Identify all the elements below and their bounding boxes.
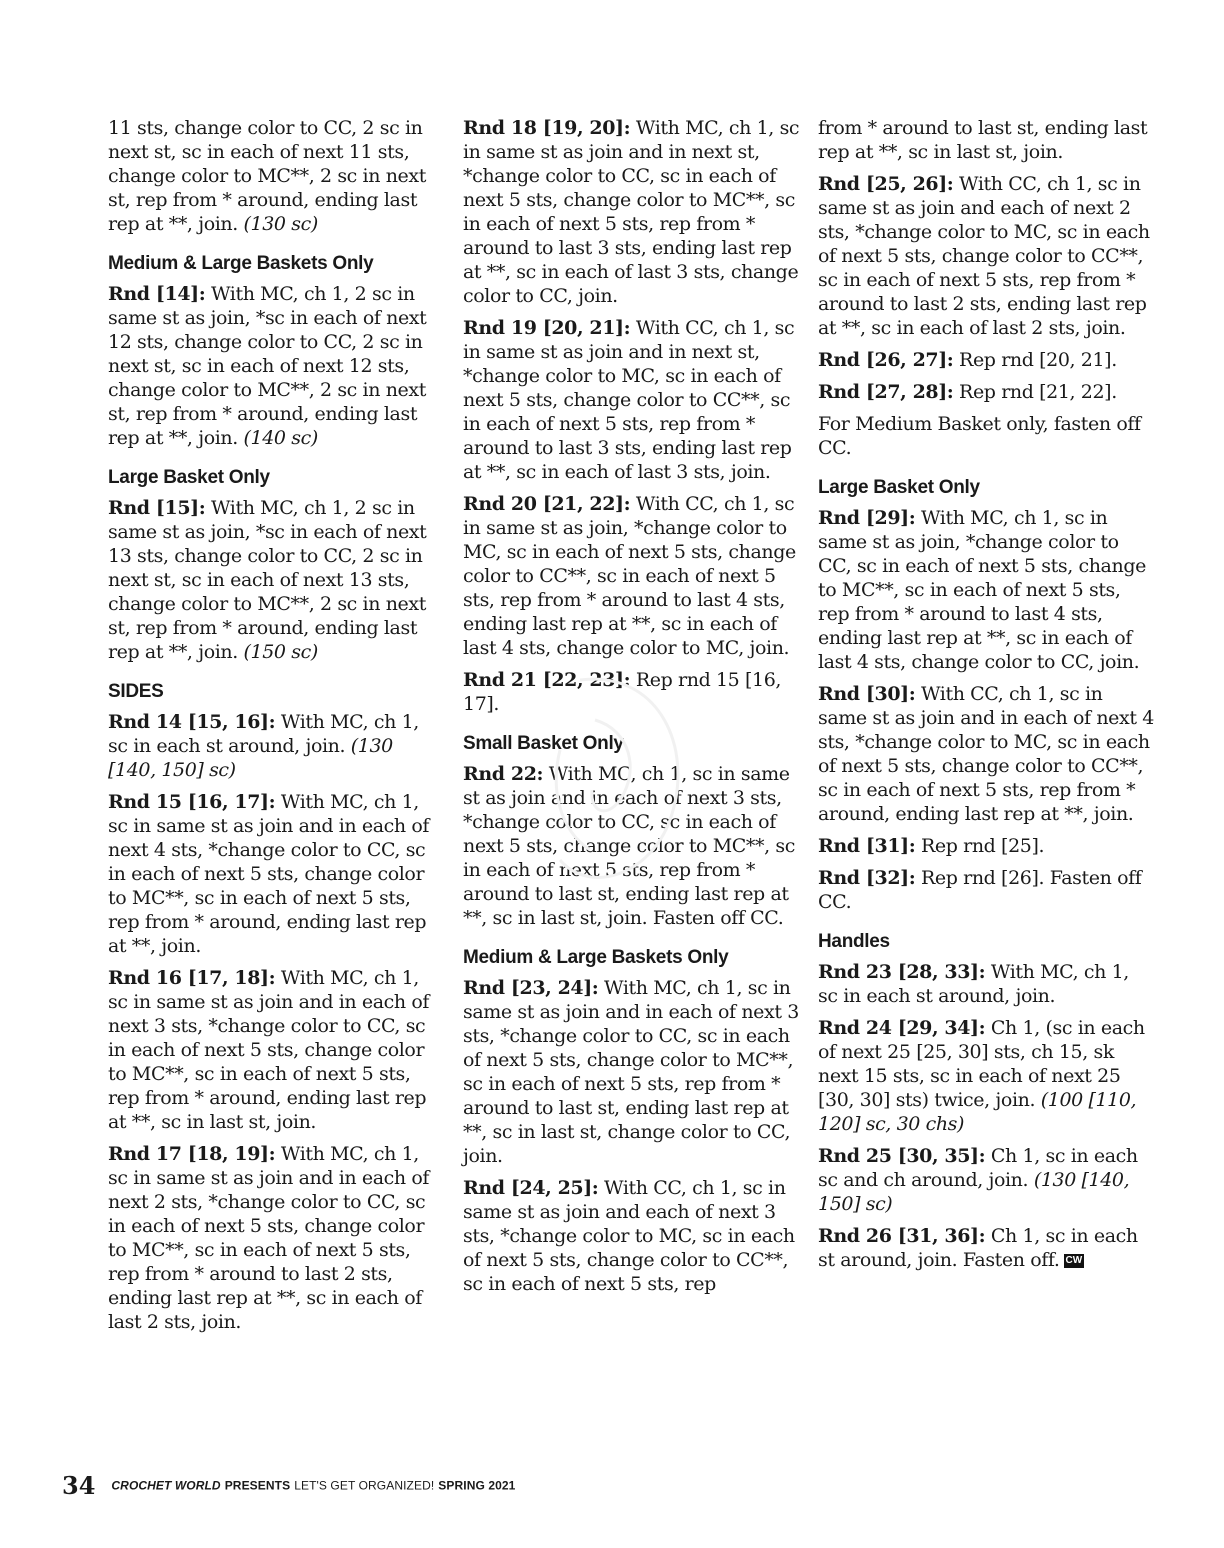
instruction-paragraph [818,116,1154,164]
instruction-paragraph [108,966,444,1134]
instruction-paragraph [818,1224,1154,1272]
round-label: Rnd [15]: [108,497,206,519]
stitch-count: (140 sc) [243,427,318,449]
instruction-paragraph [108,116,444,236]
instruction-text: With MC, ch 1, sc in each st around, join. [818,961,1129,1007]
instruction-text: With CC, ch 1, sc in same st as join, *change color to MC, sc in each of next 5 sts, change color to CC**, sc in each of next 5 sts, rep from * around to last 4 sts, ending last rep at **, sc in each of last 4 sts, change color to MC, join. [463,493,796,659]
instruction-paragraph [108,282,444,450]
instruction-text: Rep rnd [26]. Fasten off CC. [818,867,1142,913]
round-label: Rnd 23 [28, 33]: [818,961,986,983]
instruction-text: With CC, ch 1, sc in same st as join and each of next 3 sts, *change color to MC, sc in each of next 5 sts, change color to CC**, sc in each of next 5 sts, rep [463,1177,795,1295]
instruction-paragraph [818,960,1154,1008]
instruction-paragraph [818,380,1154,404]
instruction-paragraph [818,1016,1154,1136]
instruction-text: Rep rnd [25]. [915,835,1045,857]
round-label: Rnd [27, 28]: [818,381,954,403]
instruction-paragraph [463,976,801,1168]
instruction-text: With MC, ch 1, 2 sc in same st as join, *sc in each of next 12 sts, change color to CC, 2 sc in next st, sc in each of next 12 sts, change color to MC**, 2 sc in next st, rep from * around, ending last rep at **, join. [108,283,427,449]
instruction-text: from * around to last st, ending last rep at **, sc in last st, join. [818,117,1148,163]
round-label: Rnd [24, 25]: [463,1177,599,1199]
instruction-paragraph [818,1144,1154,1216]
instruction-text: With CC, ch 1, sc in same st as join and each of next 2 sts, *change color to MC, sc in each of next 5 sts, change color to CC**, sc in each of next 5 sts, rep from * around to last 2 sts, ending last rep at **, sc in each of last 2 sts, join. [818,173,1150,339]
instruction-paragraph [818,348,1154,372]
round-label: Rnd [25, 26]: [818,173,954,195]
instruction-text: For Medium Basket only, fasten off CC. [818,413,1141,459]
stitch-count: (130 [140, 150] sc) [818,1169,1130,1215]
round-label: Rnd 24 [29, 34]: [818,1017,986,1039]
instruction-paragraph [818,866,1154,914]
instruction-text: Rep rnd [20, 21]. [953,349,1117,371]
footer-brand: CROCHET WORLD [111,1478,221,1493]
instruction-paragraph [108,1142,444,1334]
instruction-text: With MC, ch 1, sc in same st as join and in next st, *change color to CC, sc in each of next 5 sts, change color to MC**, sc in each of next 5 sts, rep from * around to last 3 sts, ending last rep at **, sc in each of last 3 sts, change color to CC, join. [463,117,800,307]
round-label: Rnd 26 [31, 36]: [818,1225,986,1247]
round-label: Rnd 18 [19, 20]: [463,117,631,139]
instruction-paragraph [818,682,1154,826]
instruction-text: With CC, ch 1, sc in same st as join and in next st, *change color to MC, sc in each of next 5 sts, change color to CC**, sc in each of next 5 sts, rep from * around to last 3 sts, ending last rep at **, sc in each of last 3 sts, join. [463,317,795,483]
footer-issue: SPRING 2021 [438,1478,516,1493]
instruction-text: With MC, ch 1, sc in same st as join and in each of next 2 sts, *change color to CC, sc in each of next 5 sts, change color to MC**, sc in each of next 5 sts, rep from * around to last 2 sts, ending last rep at **, sc in each of last 2 sts, join. [108,1143,430,1333]
round-label: Rnd [30]: [818,683,916,705]
instruction-text: With MC, ch 1, 2 sc in same st as join, *sc in each of next 13 sts, change color to CC, 2 sc in next st, sc in each of next 13 sts, change color to MC**, 2 sc in next st, rep from * around, ending last rep at **, join. [108,497,427,663]
faint-watermark-icon [520,660,700,910]
instruction-paragraph [463,1176,801,1296]
round-label: Rnd [31]: [818,835,916,857]
round-label: Rnd 16 [17, 18]: [108,967,276,989]
round-label: Rnd 20 [21, 22]: [463,493,631,515]
footer-presents: PRESENTS [224,1478,291,1493]
instruction-paragraph [818,506,1154,674]
instruction-paragraph [108,790,444,958]
page-footer [62,1471,962,1501]
instruction-paragraph [463,316,801,484]
round-label: Rnd [29]: [818,507,916,529]
instruction-text: With MC, ch 1, sc in same st as join and in each of next 3 sts, *change color to CC, sc in each of next 5 sts, change color to MC**, sc in each of next 5 sts, rep from * around to last st, ending last rep at **, sc in last st, join. Fasten off CC. [463,763,795,929]
instruction-text: With MC, ch 1, sc in same st as join and in each of next 3 sts, *change color to CC, sc in each of next 5 sts, change color to MC**, sc in each of next 5 sts, rep from * around, ending last rep at **, sc in last st, join. [108,967,430,1133]
column-1 [108,116,444,1342]
instruction-paragraph [463,116,801,308]
stitch-count: (130 sc) [243,213,318,235]
round-label: Rnd 19 [20, 21]: [463,317,631,339]
instruction-text: With MC, ch 1, sc in each st around, join. [108,711,419,757]
round-label: Rnd [14]: [108,283,206,305]
instruction-text: Rep rnd 15 [16, 17]. [463,669,782,715]
round-label: Rnd 14 [15, 16]: [108,711,276,733]
section-heading: Large Basket Only [108,467,270,488]
instruction-paragraph [108,496,444,664]
stitch-count: (130 [140, 150] sc) [108,735,393,781]
section-heading: Medium & Large Baskets Only [463,947,729,968]
instruction-text: With MC, ch 1, sc in same st as join and in each of next 4 sts, *change color to CC, sc in each of next 5 sts, change color to MC**, sc in each of next 5 sts, rep from * around, ending last rep at **, join. [108,791,430,957]
round-label: Rnd 21 [22, 23]: [463,669,631,691]
instruction-text: With MC, ch 1, sc in same st as join and in each of next 3 sts, *change color to CC, sc in each of next 5 sts, change color to MC**, sc in each of next 5 sts, rep from * around to last st, ending last rep at **, sc in last st, change color to CC, join. [463,977,799,1167]
instruction-paragraph [818,412,1154,460]
footer-title: LET'S GET ORGANIZED! [294,1478,435,1493]
instruction-text: Rep rnd [21, 22]. [953,381,1117,403]
instruction-paragraph [108,710,444,782]
round-label: Rnd [23, 24]: [463,977,599,999]
section-heading: Large Basket Only [818,477,980,498]
instruction-text: With MC, ch 1, sc in same st as join, *change color to CC, sc in each of next 5 sts, change to MC**, sc in each of next 5 sts, rep from * around to last 4 sts, ending last rep at **, sc in each of last 4 sts, change color to CC, join. [818,507,1146,673]
round-label: Rnd [26, 27]: [818,349,954,371]
round-label: Rnd [32]: [818,867,916,889]
stitch-count: (100 [110, 120] sc, 30 chs) [818,1089,1137,1135]
instruction-paragraph [818,834,1154,858]
instruction-text: Ch 1, sc in each sc and ch around, join. [818,1145,1138,1191]
instruction-text: With CC, ch 1, sc in same st as join and in each of next 4 sts, *change color to MC, sc in each of next 5 sts, change color to CC**, sc in each of next 5 sts, rep from * around, ending last rep at **, join. [818,683,1154,825]
round-label: Rnd 17 [18, 19]: [108,1143,276,1165]
section-heading: Handles [818,931,890,952]
instruction-text: 11 sts, change color to CC, 2 sc in next st, sc in each of next 11 sts, change color to MC**, 2 sc in next st, rep from * around, ending last rep at **, join. [108,117,426,235]
section-heading: SIDES [108,681,164,702]
round-label: Rnd 15 [16, 17]: [108,791,276,813]
round-label: Rnd 25 [30, 35]: [818,1145,986,1167]
page-number: 34 [62,1471,96,1500]
stitch-count: (150 sc) [243,641,318,663]
column-3 [818,116,1154,1280]
instruction-text: Ch 1, sc in each st around, join. Fasten off. [818,1225,1138,1271]
instruction-paragraph [818,172,1154,340]
section-heading: Medium & Large Baskets Only [108,253,374,274]
cw-end-mark-icon: CW [1065,1255,1083,1266]
round-label: Rnd 22: [463,763,544,785]
instruction-text: Ch 1, (sc in each of next 25 [25, 30] sts, ch 15, sk next 15 sts, sc in each of next 25 [30, 30] sts) twice, join. [818,1017,1145,1111]
instruction-paragraph [463,492,801,660]
section-heading: Small Basket Only [463,733,624,754]
